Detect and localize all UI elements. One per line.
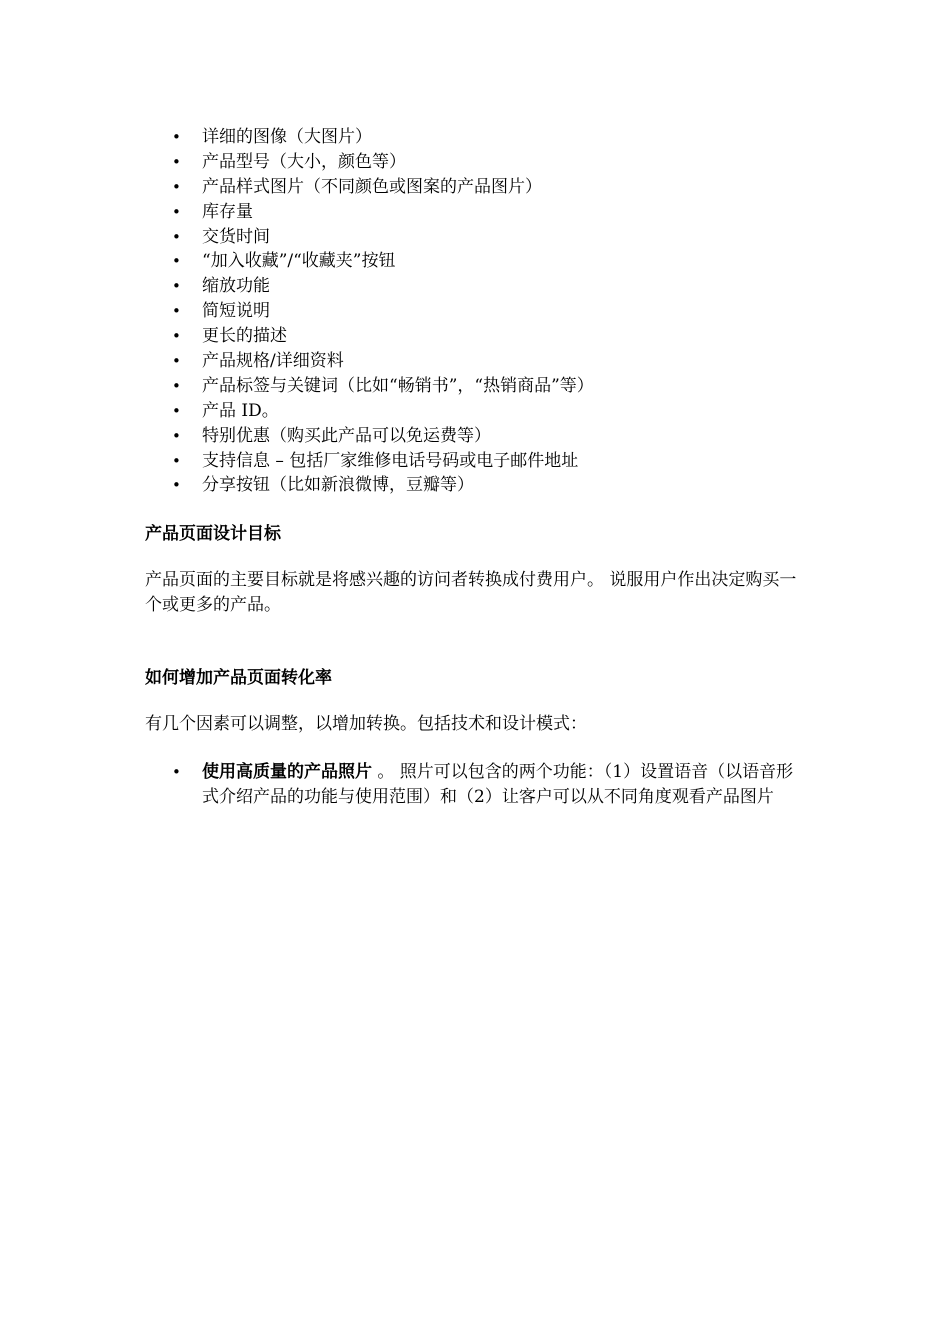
goals-paragraph: 产品页面的主要目标就是将感兴趣的访问者转换成付费用户。 说服用户作出决定购买一个或更多的产品。 — [145, 570, 797, 615]
conversion-intro-paragraph: 有几个因素可以调整，以增加转换。包括技术和设计模式： — [145, 714, 587, 734]
list-item — [145, 274, 825, 299]
bullet-icon: • — [172, 401, 181, 420]
list-item — [145, 449, 825, 474]
bullet-icon: • — [172, 252, 181, 271]
section-heading-goals: 产品页面设计目标 — [145, 524, 281, 544]
bullet-icon: • — [172, 177, 181, 196]
list-item-text: 库存量 — [202, 201, 253, 222]
list-item-text: 更长的描述 — [202, 326, 287, 347]
list-item-text: 特别优惠（购买此产品可以免运费等） — [202, 425, 491, 446]
list-item — [145, 760, 810, 810]
list-item-text: 缩放功能 — [202, 276, 270, 297]
list-item — [145, 349, 825, 374]
bullet-icon: • — [172, 128, 181, 146]
bullet-icon: • — [172, 451, 181, 470]
bullet-icon: • — [172, 763, 181, 781]
list-item-text: 分享按钮（比如新浪微博，豆瓣等） — [202, 475, 474, 496]
bullet-icon: • — [172, 327, 181, 346]
bullet-icon: • — [172, 302, 181, 321]
list-item — [145, 424, 825, 449]
list-item-lead: 使用高质量的产品照片 — [202, 762, 372, 782]
list-item — [145, 150, 825, 175]
list-item-text: 产品样式图片（不同颜色或图案的产品图片） — [202, 176, 542, 197]
list-item-text: 产品 ID。 — [202, 400, 279, 421]
conversion-tips-list — [145, 760, 810, 810]
bullet-icon: • — [172, 476, 181, 495]
list-item — [145, 249, 825, 274]
list-item-text: 交货时间 — [202, 226, 270, 247]
list-item — [145, 299, 825, 324]
bullet-icon: • — [172, 227, 181, 246]
list-item-text: 。 照片可以包含的两个功能：（1）设置语音（以语音形式介绍产品的功能与使用范围）和（2）让客户可以从不同角度观看产品图片 — [202, 762, 794, 807]
list-item — [145, 324, 825, 349]
list-item-text: 产品型号（大小，颜色等） — [202, 151, 406, 172]
list-item — [145, 175, 825, 200]
list-item — [145, 374, 825, 399]
list-item-text: 支持信息 – 包括厂家维修电话号码或电子邮件地址 — [202, 450, 579, 471]
list-item-text: 产品规格/详细资料 — [202, 351, 344, 372]
list-item — [145, 200, 825, 225]
bullet-icon: • — [172, 152, 181, 171]
list-item — [145, 125, 825, 150]
list-item-text: “加入收藏”/“收藏夹”按钮 — [202, 251, 396, 272]
list-item — [145, 399, 825, 424]
list-item — [145, 225, 825, 250]
section-heading-conversion: 如何增加产品页面转化率 — [145, 668, 332, 688]
list-item-text: 产品标签与关键词（比如“畅销书”，“热销商品”等） — [202, 375, 594, 396]
bullet-icon: • — [172, 352, 181, 371]
bullet-icon: • — [172, 376, 181, 395]
list-item — [145, 473, 825, 498]
bullet-icon: • — [172, 426, 181, 445]
bullet-icon: • — [172, 277, 181, 296]
product-page-feature-list — [145, 125, 825, 498]
list-item-text: 简短说明 — [202, 301, 270, 322]
list-item-text: 详细的图像（大图片） — [202, 127, 372, 147]
bullet-icon: • — [172, 202, 181, 221]
